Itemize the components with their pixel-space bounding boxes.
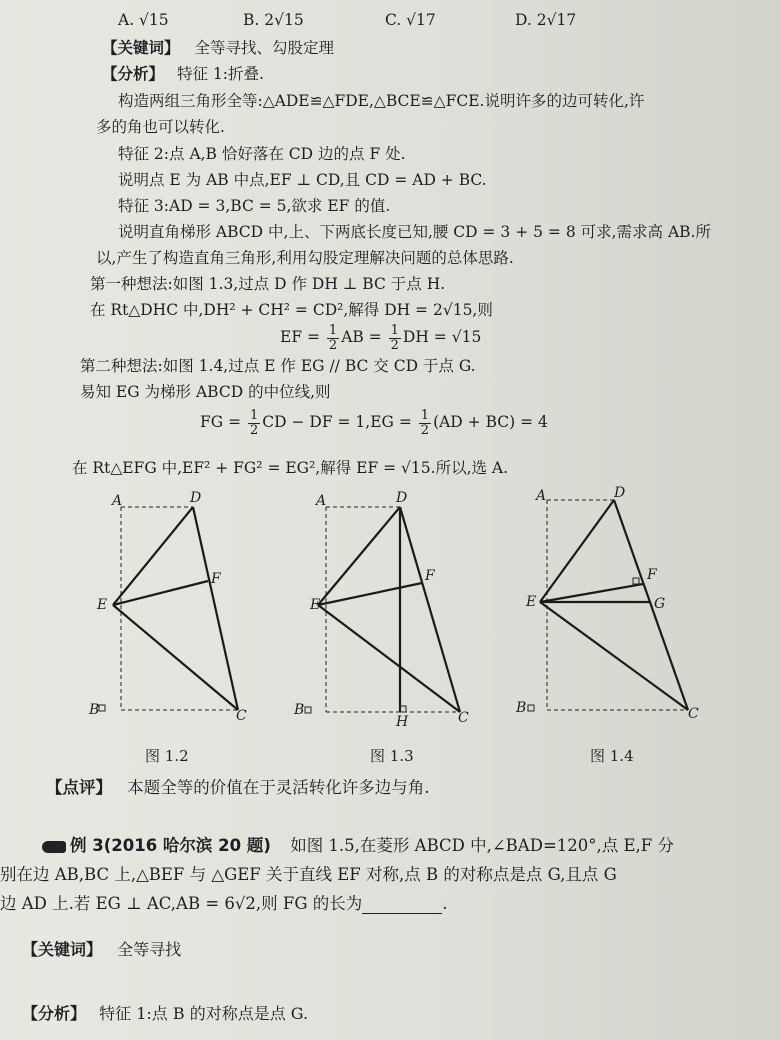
point-label: F	[425, 568, 435, 584]
point-label: F	[647, 567, 657, 583]
point-label: B	[516, 700, 527, 716]
keywords-text: 全等寻找	[117, 940, 182, 959]
point-label: C	[458, 710, 469, 726]
point-label: B	[294, 702, 305, 718]
point-label: C	[688, 706, 699, 722]
figure-caption: 图 1.3	[370, 747, 414, 765]
text-line: 说明点 E 为 AB 中点,EF ⊥ CD,且 CD = AD + BC.	[118, 171, 487, 189]
point-label: D	[396, 490, 408, 506]
example-3-heading: 例 3(2016 哈尔滨 20 题) 如图 1.5,在菱形 ABCD 中,∠BAD=120°,点 E,F 分	[42, 836, 674, 856]
text-line: 以,产生了构造直角三角形,利用勾股定理解决问题的总体思路.	[96, 249, 514, 267]
point-label: A	[112, 493, 123, 509]
text-line: 构造两组三角形全等:△ADE≌△FDE,△BCE≌△FCE.说明许多的边可转化,许	[118, 92, 645, 110]
review-label: 【点评】	[46, 778, 112, 797]
point-label: A	[316, 493, 327, 509]
point-label: B	[89, 702, 100, 718]
feature-1: 特征 1:折叠.	[176, 65, 264, 83]
choice-b: B. 2√15	[243, 11, 304, 29]
text-line: 易知 EG 为梯形 ABCD 的中位线,则	[80, 383, 331, 401]
point-label: E	[97, 597, 108, 613]
choice-d: D. 2√17	[515, 11, 577, 29]
figure-caption: 图 1.2	[145, 747, 189, 765]
fraction-half: $\frac{1}{2}$	[420, 407, 430, 438]
keywords-label: 【关键词】	[22, 940, 103, 959]
equation-ef: EF = $\frac{1}{2}$ AB = $\frac{1}{2}$ DH = √15	[280, 322, 482, 353]
choice-c: C. √17	[385, 11, 436, 29]
question-line: 边 AD 上.若 EG ⊥ AC,AB = 6√2,则 FG 的长为 .	[0, 894, 448, 913]
text-line: 第二种想法:如图 1.4,过点 E 作 EG // BC 交 CD 于点 G.	[80, 357, 476, 375]
review-text: 本题全等的价值在于灵活转化许多边与角.	[127, 778, 430, 797]
keywords-line	[22, 940, 181, 960]
fraction-half: $\frac{1}{2}$	[328, 322, 338, 353]
answer-blank[interactable]	[362, 897, 442, 914]
point-label: E	[526, 594, 537, 610]
text-line: 别在边 AB,BC 上,△BEF 与 △GEF 关于直线 EF 对称,点 B 的对称点是点 G,且点 G	[0, 865, 617, 884]
text-line: 第一种想法:如图 1.3,过点 D 作 DH ⊥ BC 于点 H.	[90, 275, 446, 293]
point-label: F	[211, 571, 221, 587]
keywords-text: 全等寻找、勾股定理	[194, 39, 334, 57]
example-3-title: 例 3(2016 哈尔滨 20 题)	[70, 836, 271, 855]
point-label: C	[236, 708, 247, 724]
point-label: D	[190, 490, 202, 506]
text-line: 说明直角梯形 ABCD 中,上、下两底长度已知,腰 CD = 3 + 5 = 8 可求,需求高 AB.所	[118, 223, 711, 241]
analysis-text: 特征 1:点 B 的对称点是点 G.	[99, 1004, 309, 1023]
fraction-half: $\frac{1}{2}$	[250, 407, 259, 438]
text-line: 特征 3:AD = 3,BC = 5,欲求 EF 的值.	[118, 197, 391, 215]
hand-pointer-icon	[42, 841, 66, 853]
keywords-label: 【关键词】	[102, 39, 180, 57]
equation-fg-eg: FG = $\frac{1}{2}$ CD − DF = 1,EG = $\frac{1}{2}$ (AD + BC) = 4	[200, 407, 548, 438]
point-label: A	[536, 488, 547, 504]
text-line: 多的角也可以转化.	[96, 118, 225, 136]
review-line	[46, 778, 430, 798]
fraction-half: $\frac{1}{2}$	[390, 322, 399, 353]
text-line: 在 Rt△EFG 中,EF² + FG² = EG²,解得 EF = √15.所以,选 A.	[72, 459, 509, 477]
text-line: 特征 2:点 A,B 恰好落在 CD 边的点 F 处.	[118, 145, 406, 163]
figure-caption: 图 1.4	[590, 747, 634, 765]
text-line: 在 Rt△DHC 中,DH² + CH² = CD²,解得 DH = 2√15,则	[90, 301, 493, 319]
point-label: H	[396, 714, 409, 730]
analysis-label: 【分析】	[22, 1004, 87, 1023]
analysis-label: 【分析】	[102, 65, 165, 83]
point-label: D	[614, 485, 626, 501]
choice-a: A. √15	[118, 11, 169, 29]
analysis-line	[22, 1004, 308, 1024]
point-label: E	[310, 597, 321, 613]
point-label: G	[654, 596, 666, 612]
